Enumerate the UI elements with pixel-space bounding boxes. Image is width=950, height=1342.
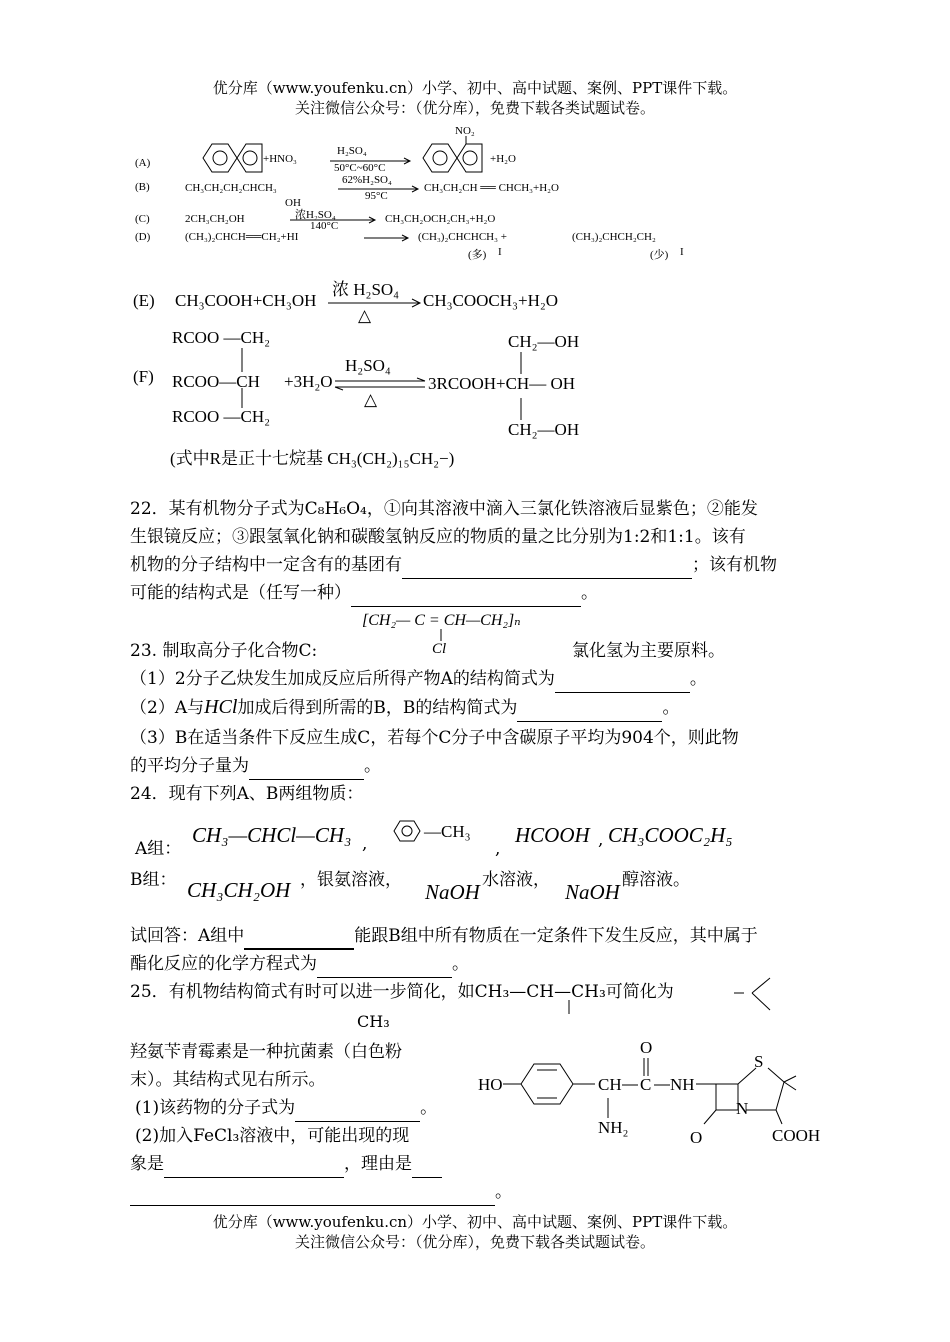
q23-part-1 — [130, 665, 707, 693]
q24-a-label: A组： — [135, 839, 182, 859]
q23-part-3-tail: 。 — [364, 756, 381, 776]
reaction-f-product: 3RCOOH+CH— OH — [428, 374, 576, 393]
reaction-d-note-2: (少) — [650, 249, 669, 261]
q23-part-3-text: 的平均分子量为 — [130, 756, 249, 776]
reaction-d-note-1: (多) — [468, 249, 487, 261]
reaction-f-bonds-right — [519, 352, 523, 422]
header-line-1: 优分库（www.youfenku.cn）小学、初中、高中试题、案例、PPT课件下载。 — [212, 79, 738, 97]
struct-phenyl-icon — [503, 1062, 613, 1108]
q25-part-2-end — [130, 1178, 512, 1206]
struct-o2: O — [690, 1128, 703, 1147]
header-line-2: 关注微信公众号：（优分库），免费下载各类试题试卷。 — [294, 99, 655, 117]
q23-part-1-text: （1）2分子乙炔发生加成反应后所得产物A的结构简式为 — [130, 669, 555, 689]
q25-part-2: (2)加入FeCl₃溶液中，可能出现的现 — [135, 1126, 410, 1146]
q23-polymer-bond — [439, 629, 443, 641]
reaction-c-cond-bottom: 140°C — [310, 220, 339, 232]
struct-ch: CH — [598, 1075, 622, 1094]
reaction-a-label: (A) — [135, 157, 151, 169]
q25-line-3: 末）。其结构式见右所示。 — [130, 1070, 326, 1090]
struct-ho: HO — [478, 1075, 503, 1094]
q24-b-label: B组： — [130, 870, 177, 890]
q22-line-3-tail: ；该有机物 — [692, 555, 777, 575]
q24-ask-line-2 — [130, 950, 469, 978]
q23-part-3: （3）B在适当条件下反应生成C，若每个C分子中含碳原子平均为904个，则此物 — [130, 728, 739, 748]
q24-blank-a[interactable] — [244, 930, 354, 950]
q25-line-2: 羟氨苄青霉素是一种抗菌素（白色粉 — [130, 1042, 402, 1062]
reaction-d-product-1: (CH₃)₂CHCHCH₃ + — [418, 231, 507, 243]
reaction-f-r3: RCOO —CH₂ — [172, 407, 271, 426]
reaction-b-oh: OH — [285, 197, 301, 209]
reaction-f-p-bottom: CH₂—OH — [508, 420, 580, 439]
reaction-a-tail: +H₂O — [490, 153, 516, 165]
reaction-e-cond-top: 浓 H₂SO₄ — [332, 280, 400, 299]
reaction-f-bonds-left — [240, 348, 244, 408]
reaction-b-label: (B) — [135, 181, 150, 193]
reaction-b-cond-bottom: 95°C — [365, 190, 388, 202]
q22-line-3-text: 机物的分子结构中一定含有的基团有 — [130, 555, 402, 575]
reaction-a-cond-bottom: 50°C~60°C — [334, 162, 386, 174]
reaction-f-note: (式中R是正十七烷基 CH₃(CH₂)₁₅CH₂−) — [170, 449, 455, 468]
q25-methyl-bond — [567, 1000, 571, 1014]
q22-blank-structure[interactable] — [351, 588, 581, 607]
naphthalene-icon — [195, 140, 265, 176]
reaction-f-r1: RCOO —CH₂ — [172, 328, 271, 347]
reaction-c-reactant: 2CH₃CH₂OH — [185, 213, 245, 225]
reaction-e-arrow — [328, 299, 423, 307]
q23-part-2 — [130, 693, 679, 722]
struct-cooh: COOH — [772, 1126, 821, 1145]
q24-a-comma-3: , — [598, 830, 604, 850]
reaction-e-reactant: CH₃COOH+CH₃OH — [175, 291, 317, 310]
q24-b-item-2: ，银氨溶液， — [300, 870, 402, 890]
q24-ask-tail: 。 — [452, 954, 469, 974]
reaction-c-product: CH₃CH₂OCH₂CH₃+H₂O — [385, 213, 496, 225]
reaction-d-label: (D) — [135, 231, 151, 243]
reaction-a-cond-top: H₂SO₄ — [337, 145, 367, 157]
q23-part-2-text: （2）A与 — [130, 698, 205, 718]
q25-part-1-text: (1)该药物的分子式为 — [135, 1098, 296, 1118]
q24-ask-text: 试回答：A组中 — [130, 926, 245, 946]
q25-part-2-cont — [130, 1150, 442, 1178]
reaction-e-cond-bottom: △ — [358, 306, 372, 325]
q24-a-comma-1: , — [362, 834, 368, 854]
q24-ask-text-2: 酯化反应的化学方程式为 — [130, 954, 317, 974]
footer-line-2: 关注微信公众号：（优分库），免费下载各类试题试卷。 — [294, 1233, 655, 1251]
q23-part-3-cont — [130, 752, 381, 780]
q24-b-item-6: 醇溶液。 — [622, 870, 690, 890]
q23-polymer: [CH₂— C = CH—CH₂]ₙ — [362, 612, 521, 629]
q25-part-1 — [135, 1094, 437, 1122]
q23-head: 23. 制取高分子化合物C: — [130, 641, 318, 661]
reaction-e-product: CH₃COOCH₃+H₂O — [423, 291, 559, 310]
q23-blank-mw[interactable] — [249, 761, 364, 780]
q24-b-item-3: NaOH — [425, 880, 480, 904]
q22-line-4-text: 可能的结构式是（任写一种） — [130, 583, 351, 603]
q25-part-2-text: 象是 — [130, 1154, 164, 1174]
reaction-c-cond-top: 浓H₂SO₄ — [295, 209, 336, 221]
q25-part-2-reason: ，理由是 — [344, 1154, 412, 1174]
reaction-d-product-2: (CH₃)₂CHCH₂CH₂ — [572, 231, 656, 243]
struct-betalactam-icon — [696, 1058, 806, 1128]
struct-nh2: NH₂ — [598, 1118, 629, 1137]
benzene-ring-icon — [390, 819, 424, 843]
q22-line-3 — [130, 551, 777, 579]
q25-blank-formula[interactable] — [295, 1103, 420, 1122]
q22-blank-groups[interactable] — [402, 560, 692, 579]
reaction-b-product: CH₃CH₂CH ══ CHCH₃+H₂O — [424, 182, 559, 194]
q24-a-item-1: CH₃—CHCl—CH₃ — [192, 823, 352, 847]
reaction-f-label: (F) — [133, 367, 154, 386]
q24-ask-line-1 — [130, 922, 758, 950]
q22-line-4-tail: 。 — [581, 583, 598, 603]
reaction-c-label: (C) — [135, 213, 150, 225]
q24-blank-equation[interactable] — [317, 959, 452, 978]
q23-blank-a[interactable] — [555, 674, 690, 693]
q25-part-1-tail: 。 — [420, 1098, 438, 1118]
struct-bond-nh2 — [606, 1098, 610, 1118]
q23-hcl: HCl — [204, 696, 238, 718]
q24-head: 24．现有下列A、B两组物质： — [130, 784, 364, 804]
q25-line-1: 25．有机物结构简式有时可以进一步简化，如CH₃—CH—CH₃可简化为 — [130, 982, 674, 1002]
q23-head-tail: 氯化氢为主要原料。 — [572, 641, 725, 661]
footer-line-1: 优分库（www.youfenku.cn）小学、初中、高中试题、案例、PPT课件下载。 — [212, 1213, 738, 1231]
q25-skeletal-icon — [734, 976, 776, 1014]
q23-part-1-tail: 。 — [689, 669, 707, 689]
nitronaphthalene-icon — [415, 140, 485, 176]
reaction-b-cond-top: 62%H₂SO₄ — [342, 174, 392, 186]
q25-part-2-tail: 。 — [495, 1182, 512, 1202]
reaction-f-cond-top: H₂SO₄ — [345, 356, 391, 375]
reaction-f-equilibrium-arrow — [335, 378, 430, 392]
q23-part-2-mid: 加成后得到所需的B，B的结构简式为 — [237, 698, 518, 718]
reaction-e-label: (E) — [133, 291, 155, 310]
q25-blank-phenomenon[interactable] — [164, 1159, 344, 1178]
struct-bond-2 — [654, 1083, 670, 1087]
q23-part-2-tail: 。 — [662, 698, 680, 718]
reaction-f-r2: RCOO—CH — [172, 372, 260, 391]
q24-b-item-4: 水溶液， — [482, 870, 550, 890]
struct-c: C — [640, 1075, 652, 1094]
q24-a-item-2: —CH₃ — [424, 822, 471, 841]
reaction-b-reactant: CH₃CH₂CH₂CHCH₃ — [185, 182, 277, 194]
reaction-a-reagent: +HNO₃ — [263, 153, 297, 165]
reaction-f-p-top: CH₂—OH — [508, 332, 580, 351]
q24-a-item-4: CH₃COOC₂H₅ — [608, 823, 733, 847]
struct-bond-1 — [622, 1083, 638, 1087]
struct-n: N — [736, 1099, 749, 1118]
q22-line-2: 生银镜反应；③跟氢氧化钠和碳酸氢钠反应的物质的量之比分别为1:2和1:1。该有 — [130, 527, 746, 547]
reaction-d-i-2: I — [680, 246, 684, 258]
q25-blank-reason[interactable] — [130, 1187, 495, 1206]
reaction-f-water: +3H₂O — [284, 372, 333, 391]
reaction-f-cond-bottom: △ — [364, 390, 378, 409]
q23-blank-b[interactable] — [517, 703, 662, 722]
q24-a-comma-2: , — [495, 839, 501, 859]
q24-b-item-5: NaOH — [565, 880, 620, 904]
q24-a-item-3: HCOOH — [515, 823, 590, 847]
reaction-d-arrow — [364, 235, 414, 241]
reaction-a-nitro: NO₂ — [455, 125, 475, 137]
q23-polymer-cl: Cl — [432, 641, 447, 657]
q22-line-4 — [130, 579, 598, 607]
reaction-d-reactant: (CH₃)₂CHCH══CH₂+HI — [185, 231, 299, 243]
q25-blank-reason-start[interactable] — [412, 1159, 442, 1178]
struct-o: O — [640, 1038, 653, 1057]
struct-carbonyl — [642, 1058, 650, 1076]
q24-b-item-1: CH₃CH₂OH — [187, 878, 291, 902]
reaction-d-i-1: I — [498, 246, 502, 258]
q24-ask-mid: 能跟B组中所有物质在一定条件下发生反应，其中属于 — [354, 926, 758, 946]
q25-ch3: CH₃ — [357, 1012, 390, 1031]
struct-s: S — [754, 1052, 764, 1071]
struct-nh: NH — [670, 1075, 695, 1094]
q22-line-1: 22．某有机物分子式为C₈H₆O₄，①向其溶液中滴入三氯化铁溶液后显紫色；②能发 — [130, 499, 758, 519]
